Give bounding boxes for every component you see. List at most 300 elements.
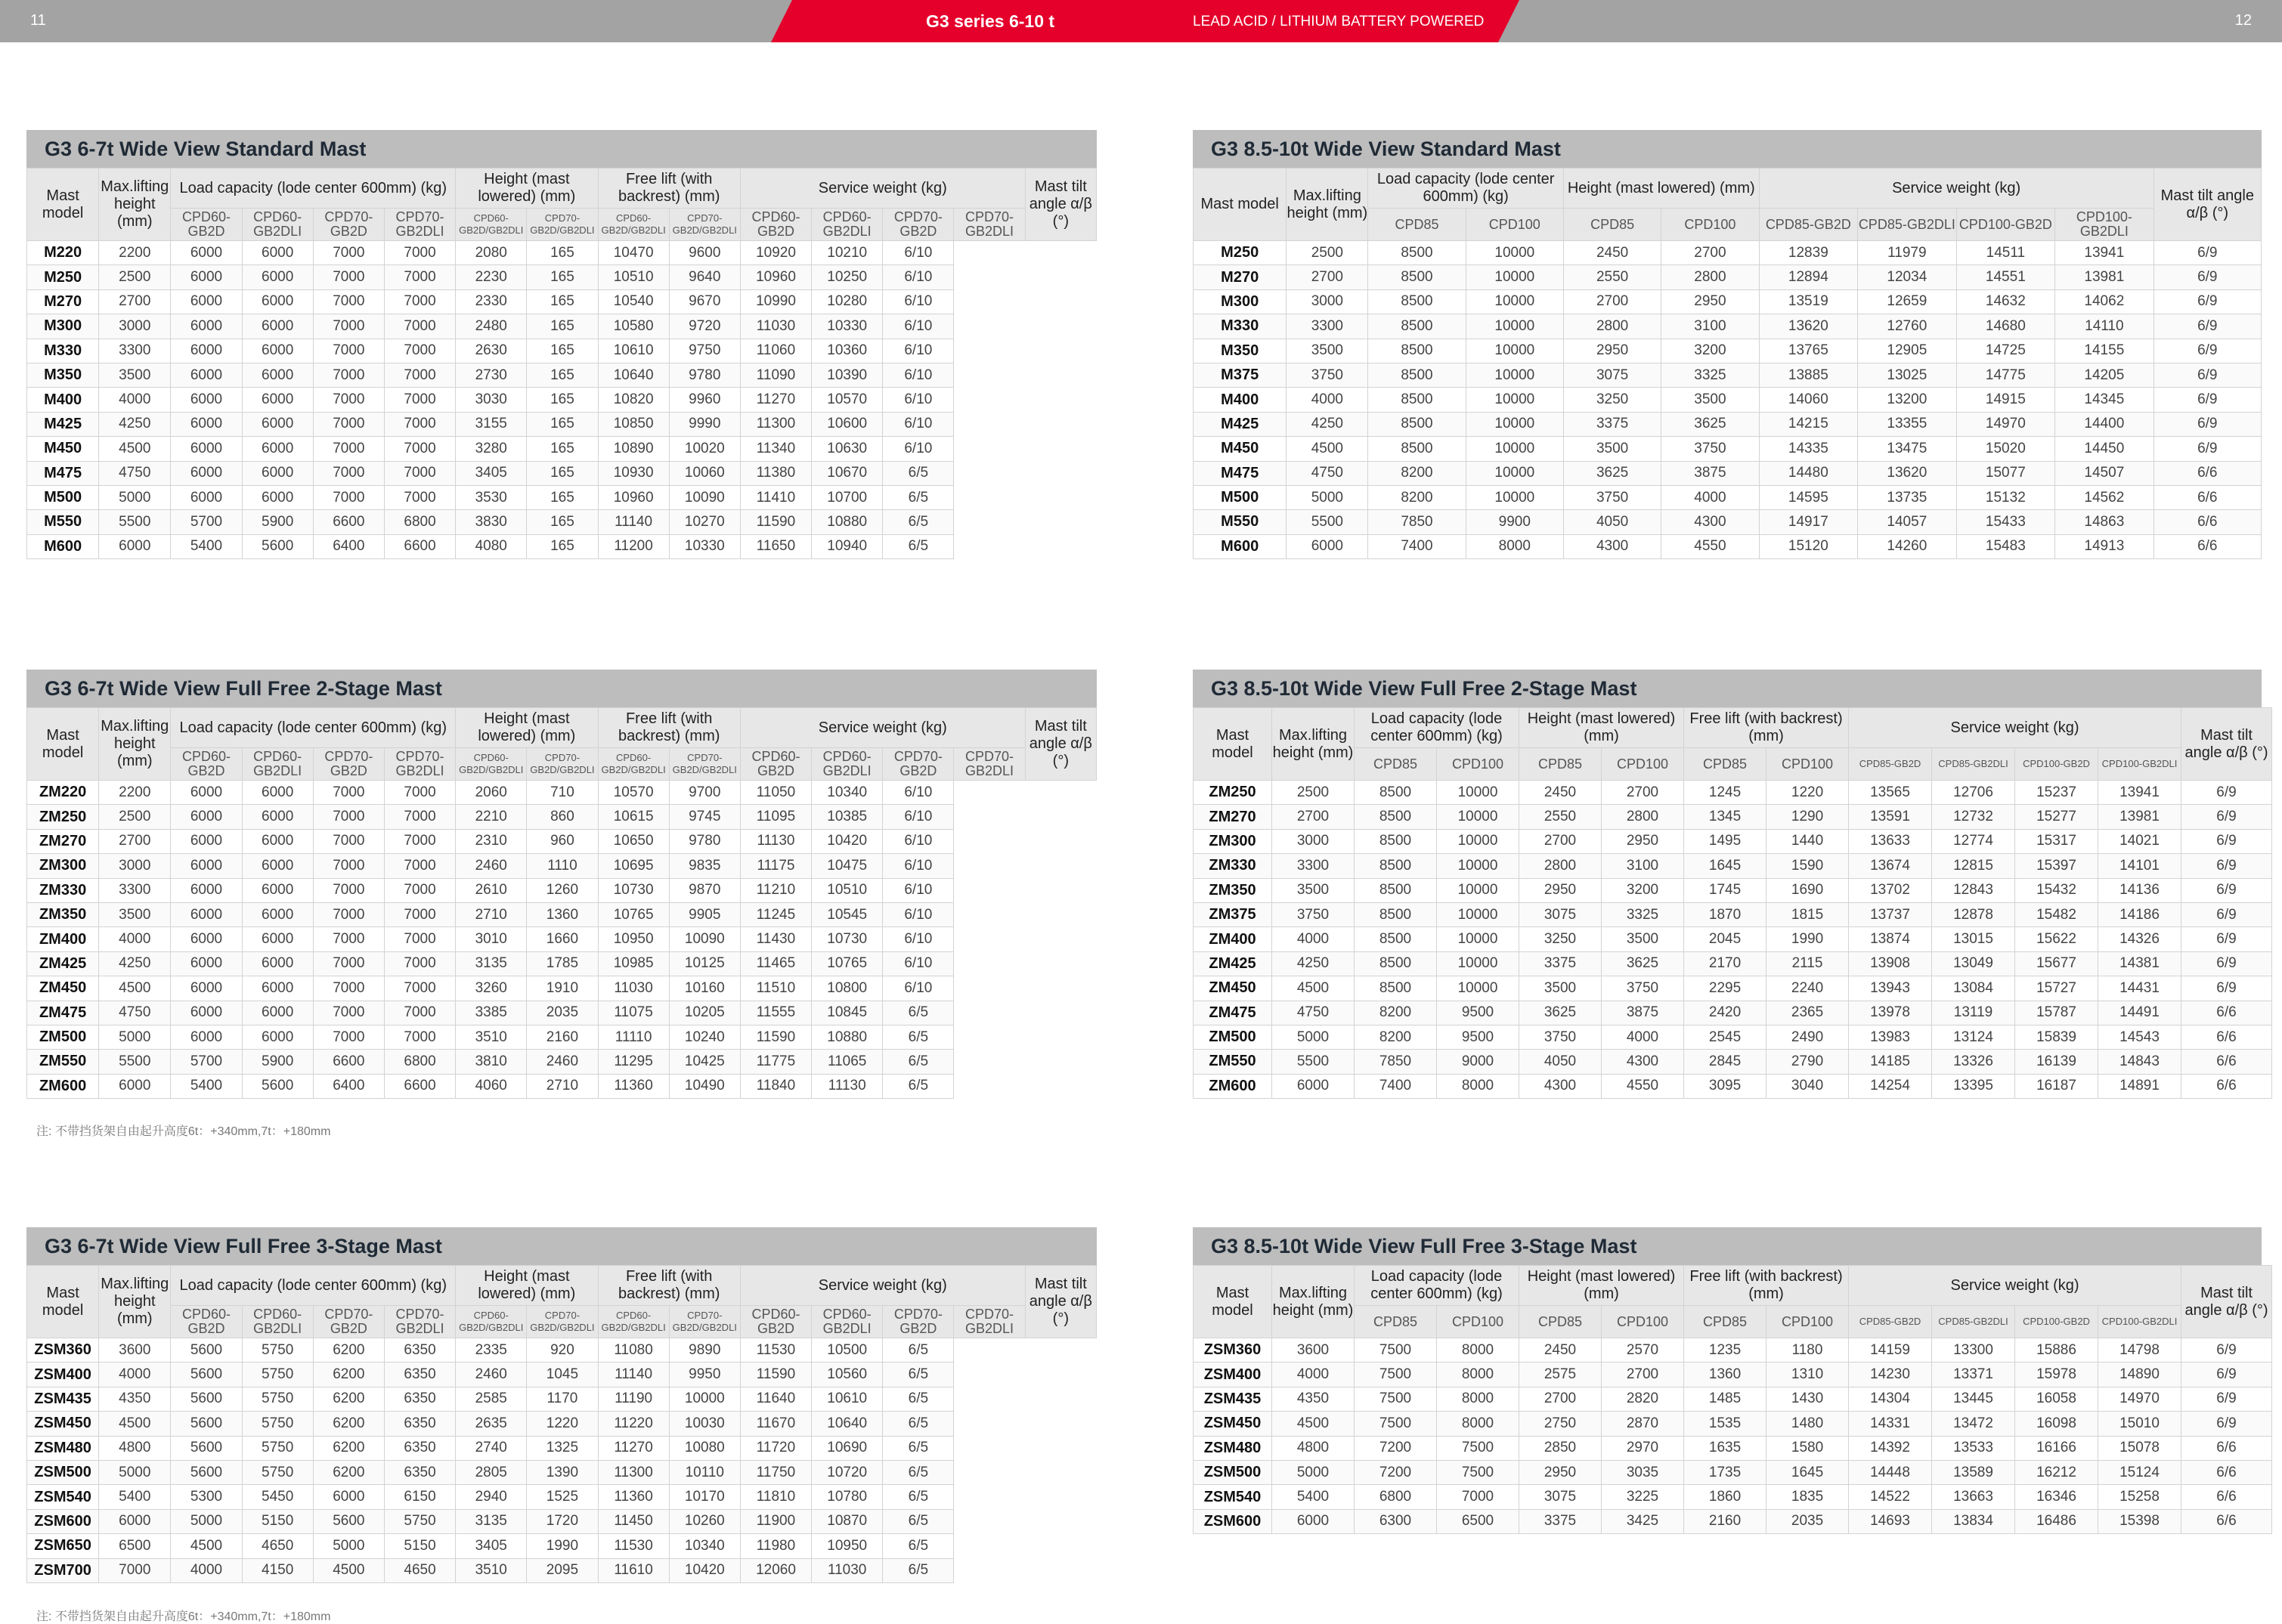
table-cell: 6/6 — [2154, 485, 2261, 509]
table-cell: 6/10 — [883, 363, 954, 387]
subheader-height: CPD60-GB2D/GB2DLI — [456, 748, 527, 781]
header-height-mast-lowered: Height (mast lowered) (mm) — [456, 708, 598, 748]
table-cell: 7000 — [384, 829, 455, 853]
table-cell: 7000 — [384, 314, 455, 339]
table-cell: 10510 — [598, 265, 669, 289]
table-cell: 16139 — [2015, 1050, 2098, 1074]
table-cell: 10990 — [740, 289, 811, 314]
table-cell: 11750 — [740, 1460, 811, 1484]
table-cell: 8500 — [1368, 437, 1466, 461]
table-cell: 6/6 — [2154, 534, 2261, 558]
table-row — [1194, 1412, 2272, 1436]
table-cell: 2490 — [1766, 1025, 1849, 1049]
table-cell: 10950 — [812, 1534, 883, 1558]
table-cell: 6800 — [384, 510, 455, 534]
table-cell: 1990 — [527, 1534, 598, 1558]
table-cell: 14915 — [1956, 388, 2055, 412]
table-row — [1194, 1485, 2272, 1509]
subheader-free-lift: CPD70-GB2D/GB2DLI — [669, 1306, 740, 1338]
table-cell: 14480 — [1759, 461, 1858, 485]
table-cell: 5600 — [171, 1412, 242, 1436]
mast-model-cell: M600 — [27, 534, 99, 558]
table-cell: 5000 — [1287, 485, 1368, 509]
table-cell: 11450 — [598, 1509, 669, 1533]
table-row — [27, 1485, 1097, 1509]
table-cell: 2545 — [1684, 1025, 1766, 1049]
table-cell: 14917 — [1759, 510, 1858, 534]
table-cell: 6000 — [242, 339, 313, 363]
table-cell: 3405 — [456, 461, 527, 485]
table-cell: 10390 — [812, 363, 883, 387]
mast-model-cell: ZM300 — [27, 854, 99, 878]
table-cell: 1345 — [1684, 805, 1766, 829]
table-cell: 6/6 — [2181, 1025, 2272, 1049]
table-cell: 6/9 — [2154, 241, 2261, 265]
table-cell: 4080 — [456, 534, 527, 558]
table-cell: 2230 — [456, 265, 527, 289]
subheader-weight: CPD100-GB2DLI — [2098, 1306, 2181, 1338]
table-cell: 14215 — [1759, 412, 1858, 436]
table-cell: 13025 — [1858, 363, 1957, 387]
table-cell: 10000 — [1437, 781, 1519, 805]
table-cell: 7000 — [313, 485, 384, 509]
table-cell: 13983 — [1849, 1025, 1932, 1049]
table-cell: 7000 — [313, 241, 384, 265]
table-cell: 6/9 — [2181, 927, 2272, 951]
table-cell: 3300 — [99, 339, 171, 363]
table-cell: 7000 — [313, 461, 384, 485]
table-cell: 12815 — [1932, 854, 2015, 878]
table-cell: 3155 — [456, 412, 527, 436]
table-cell: 2950 — [1563, 339, 1661, 363]
table-cell: 7000 — [313, 902, 384, 926]
table-cell: 12034 — [1858, 265, 1957, 289]
table-cell: 2550 — [1563, 265, 1661, 289]
table-cell: 8000 — [1466, 534, 1563, 558]
table-cell: 10160 — [669, 976, 740, 1001]
table-cell: 6000 — [171, 363, 242, 387]
table-cell: 11030 — [812, 1558, 883, 1582]
table-cell: 13084 — [1932, 976, 2015, 1001]
table-cell: 5500 — [99, 1050, 171, 1074]
table-cell: 7000 — [313, 412, 384, 436]
table-cell: 12706 — [1932, 781, 2015, 805]
table-title: G3 6-7t Wide View Standard Mast — [26, 130, 1097, 168]
subheader-load: CPD70-GB2DLI — [384, 1306, 455, 1338]
table-cell: 6/10 — [883, 265, 954, 289]
table-cell: 13591 — [1849, 805, 1932, 829]
table-cell: 10000 — [1466, 289, 1563, 314]
mast-model-cell: ZM425 — [1194, 951, 1272, 976]
table-cell: 4550 — [1661, 534, 1759, 558]
table-cell: 4000 — [1661, 485, 1759, 509]
header-max-lifting-height: Max.lifting height (mm) — [1272, 1266, 1355, 1338]
table-cell: 3625 — [1563, 461, 1661, 485]
subheader-load: CPD100 — [1466, 209, 1563, 241]
table-row — [27, 976, 1097, 1001]
table-cell: 6000 — [1272, 1074, 1355, 1098]
table-cell: 2635 — [456, 1412, 527, 1436]
table-cell: 11140 — [598, 1363, 669, 1387]
table-cell: 7000 — [313, 781, 384, 805]
table-cell: 6400 — [313, 1074, 384, 1098]
table-cell: 4500 — [1272, 1412, 1355, 1436]
header-load-capacity: Load capacity (lode center 600mm) (kg) — [171, 1266, 456, 1306]
table-cell: 2940 — [456, 1485, 527, 1509]
table-row — [1194, 485, 2262, 509]
table-row — [27, 951, 1097, 976]
table-cell: 5450 — [242, 1485, 313, 1509]
table-cell: 6/5 — [883, 1460, 954, 1484]
table-cell: 3750 — [1661, 437, 1759, 461]
table-row — [1194, 1509, 2272, 1533]
table-cell: 2080 — [456, 241, 527, 265]
table-cell: 9890 — [669, 1338, 740, 1363]
table-cell: 10000 — [1466, 265, 1563, 289]
table-cell: 7000 — [313, 388, 384, 412]
table-cell: 11130 — [740, 829, 811, 853]
table-cell: 6000 — [313, 1485, 384, 1509]
table-cell: 5750 — [242, 1363, 313, 1387]
table-cell: 6000 — [1287, 534, 1368, 558]
table-cell: 7000 — [384, 339, 455, 363]
table-cell: 3500 — [1519, 976, 1602, 1001]
table-cell: 11140 — [598, 510, 669, 534]
subheader-load: CPD100 — [1437, 1306, 1519, 1338]
table-cell: 12878 — [1932, 902, 2015, 926]
mast-model-cell: ZSM540 — [1194, 1485, 1272, 1509]
mast-model-cell: ZSM450 — [27, 1412, 99, 1436]
table-row — [1194, 314, 2262, 339]
table-cell: 10000 — [1466, 339, 1563, 363]
mast-model-cell: ZM550 — [1194, 1050, 1272, 1074]
header-mast-model: Mast model — [1194, 708, 1272, 781]
table-cell: 14798 — [2098, 1338, 2181, 1363]
table-cell: 2460 — [456, 1363, 527, 1387]
table-cell: 13355 — [1858, 412, 1957, 436]
table-cell: 8200 — [1355, 1001, 1437, 1025]
table-row — [1194, 805, 2272, 829]
table-cell: 13633 — [1849, 829, 1932, 853]
table-cell: 13015 — [1932, 927, 2015, 951]
subheader-weight: CPD60-GB2DLI — [812, 209, 883, 241]
table-cell: 13874 — [1849, 927, 1932, 951]
mast-model-cell: M450 — [27, 437, 99, 461]
table-cell: 15839 — [2015, 1025, 2098, 1049]
table-cell: 10340 — [669, 1534, 740, 1558]
subheader-load: CPD60-GB2D — [171, 1306, 242, 1338]
table-cell: 2710 — [456, 902, 527, 926]
table-cell: 3095 — [1684, 1074, 1766, 1098]
table-row — [27, 510, 1097, 534]
table-cell: 6000 — [242, 314, 313, 339]
header-height-mast-lowered: Height (mast lowered) (mm) — [456, 169, 598, 209]
table-cell: 4750 — [1272, 1001, 1355, 1025]
table-cell: 5000 — [171, 1509, 242, 1533]
table-row — [1194, 1074, 2272, 1098]
table-cell: 2035 — [527, 1001, 598, 1025]
table-cell: 5500 — [99, 510, 171, 534]
table-cell: 6/5 — [883, 1025, 954, 1049]
table-cell: 2420 — [1684, 1001, 1766, 1025]
table-cell: 7000 — [313, 1001, 384, 1025]
table-cell: 5600 — [171, 1363, 242, 1387]
table-cell: 6/9 — [2154, 339, 2261, 363]
mast-model-cell: ZM400 — [27, 927, 99, 951]
table-cell: 1645 — [1684, 854, 1766, 878]
table-cell: 6/5 — [883, 1001, 954, 1025]
table-cell: 11555 — [740, 1001, 811, 1025]
table-cell: 4250 — [1272, 951, 1355, 976]
table-cell: 7000 — [313, 289, 384, 314]
table-cell: 3530 — [456, 485, 527, 509]
table-cell: 11050 — [740, 781, 811, 805]
table-cell: 6800 — [1355, 1485, 1437, 1509]
table-cell: 10080 — [669, 1436, 740, 1460]
table-cell: 10570 — [598, 781, 669, 805]
mast-model-cell: M500 — [1194, 485, 1287, 509]
table-cell: 7000 — [313, 854, 384, 878]
table-cell: 6/6 — [2181, 1436, 2272, 1460]
table-row — [27, 1509, 1097, 1533]
table-cell: 7400 — [1368, 534, 1466, 558]
table-cell: 6000 — [171, 902, 242, 926]
table-cell: 10000 — [1466, 437, 1563, 461]
table-cell: 2095 — [527, 1558, 598, 1582]
subheader-load: CPD85 — [1355, 1306, 1437, 1338]
table-cell: 7000 — [384, 951, 455, 976]
table-row — [27, 1460, 1097, 1484]
table-cell: 2115 — [1766, 951, 1849, 976]
header-max-lifting-height: Max.lifting height (mm) — [1287, 169, 1368, 241]
table-cell: 6000 — [242, 805, 313, 829]
table-cell: 2610 — [456, 878, 527, 902]
table-cell: 6000 — [99, 1509, 171, 1533]
table-cell: 14632 — [1956, 289, 2055, 314]
table-cell: 6/10 — [883, 339, 954, 363]
table-cell: 6000 — [99, 534, 171, 558]
table-row — [27, 461, 1097, 485]
table-cell: 14254 — [1849, 1074, 1932, 1098]
table-cell: 8500 — [1355, 927, 1437, 951]
table-cell: 14230 — [1849, 1363, 1932, 1387]
table-cell: 9745 — [669, 805, 740, 829]
table-cell: 6000 — [171, 829, 242, 853]
table-cell: 7000 — [384, 1001, 455, 1025]
subheader-weight: CPD70-GB2D — [883, 1306, 954, 1338]
table-cell: 14185 — [1849, 1050, 1932, 1074]
table-cell: 13472 — [1932, 1412, 2015, 1436]
table-cell: 6300 — [1355, 1509, 1437, 1533]
table-block — [1193, 1227, 2268, 1534]
table-cell: 5600 — [242, 1074, 313, 1098]
table-row — [1194, 1387, 2272, 1411]
table-cell: 5600 — [242, 534, 313, 558]
table-cell: 1235 — [1684, 1338, 1766, 1363]
header-service-weight: Service weight (kg) — [1849, 1266, 2181, 1306]
table-cell: 15433 — [1956, 510, 2055, 534]
table-cell: 6/6 — [2181, 1460, 2272, 1484]
table-row — [1194, 265, 2262, 289]
table-cell: 3300 — [1287, 314, 1368, 339]
table-row — [1194, 461, 2262, 485]
table-cell: 3510 — [456, 1558, 527, 1582]
table-cell: 11510 — [740, 976, 811, 1001]
table-cell: 165 — [527, 314, 598, 339]
header-mast-tilt-angle: Mast tilt angle α/β (°) — [1025, 169, 1096, 241]
mast-model-cell: ZM220 — [27, 781, 99, 805]
table-cell: 4350 — [1272, 1387, 1355, 1411]
mast-model-cell: ZM450 — [27, 976, 99, 1001]
table-cell: 2570 — [1602, 1338, 1684, 1363]
table-cell: 11270 — [740, 388, 811, 412]
table-cell: 14543 — [2098, 1025, 2181, 1049]
table-cell: 10000 — [1466, 412, 1563, 436]
table-cell: 7400 — [1355, 1074, 1437, 1098]
table-cell: 6200 — [313, 1412, 384, 1436]
table-cell: 6/6 — [2154, 461, 2261, 485]
table-cell: 2740 — [456, 1436, 527, 1460]
table-row — [1194, 902, 2272, 926]
table-cell: 2450 — [1563, 241, 1661, 265]
table-cell: 4500 — [1287, 437, 1368, 461]
table-cell: 6/10 — [883, 854, 954, 878]
table-cell: 8200 — [1355, 1025, 1437, 1049]
footnote: 注: 不带挡货架自由起升高度6t：+340mm,7t：+180mm — [36, 1610, 331, 1623]
mast-model-cell: ZM550 — [27, 1050, 99, 1074]
table-cell: 1110 — [527, 854, 598, 878]
table-cell: 10090 — [669, 927, 740, 951]
table-cell: 7000 — [384, 854, 455, 878]
table-cell: 15258 — [2098, 1485, 2181, 1509]
table-cell: 8500 — [1355, 805, 1437, 829]
table-cell: 13674 — [1849, 854, 1932, 878]
mast-model-cell: M270 — [1194, 265, 1287, 289]
table-cell: 3200 — [1661, 339, 1759, 363]
table-cell: 4050 — [1563, 510, 1661, 534]
table-cell: 11175 — [740, 854, 811, 878]
table-cell: 3030 — [456, 388, 527, 412]
table-cell: 2500 — [1287, 241, 1368, 265]
table-cell: 7000 — [313, 265, 384, 289]
table-cell: 1260 — [527, 878, 598, 902]
table-cell: 6/5 — [883, 534, 954, 558]
table-cell: 4650 — [242, 1534, 313, 1558]
table-cell: 4300 — [1661, 510, 1759, 534]
table-cell: 2700 — [1287, 265, 1368, 289]
table-cell: 6/9 — [2154, 437, 2261, 461]
table-cell: 10000 — [1466, 314, 1563, 339]
table-cell: 14060 — [1759, 388, 1858, 412]
table-cell: 6/10 — [883, 781, 954, 805]
table-cell: 2700 — [99, 289, 171, 314]
mast-model-cell: ZM300 — [1194, 829, 1272, 853]
table-cell: 10950 — [598, 927, 669, 951]
table-cell: 6000 — [171, 927, 242, 951]
table-cell: 6000 — [242, 902, 313, 926]
table-cell: 9780 — [669, 363, 740, 387]
table-cell: 3750 — [1272, 902, 1355, 926]
table-cell: 3750 — [1287, 363, 1368, 387]
table-block — [26, 130, 1097, 559]
table-cell: 16346 — [2015, 1485, 2098, 1509]
table-cell: 5700 — [171, 1050, 242, 1074]
series-title: G3 series 6-10 t — [926, 11, 1055, 31]
subheader-load: CPD70-GB2D — [313, 209, 384, 241]
table-cell: 7000 — [384, 1025, 455, 1049]
subheader-weight: CPD70-GB2DLI — [954, 748, 1025, 781]
table-row — [1194, 388, 2262, 412]
mast-model-cell: ZM600 — [27, 1074, 99, 1098]
table-cell: 13475 — [1858, 437, 1957, 461]
table-cell: 13941 — [2098, 781, 2181, 805]
table-row — [27, 363, 1097, 387]
mast-model-cell: M500 — [27, 485, 99, 509]
table-cell: 2970 — [1602, 1436, 1684, 1460]
table-cell: 10700 — [812, 485, 883, 509]
mast-model-cell: ZSM500 — [27, 1460, 99, 1484]
table-cell: 11360 — [598, 1074, 669, 1098]
table-cell: 2170 — [1684, 951, 1766, 976]
table-cell: 6000 — [171, 241, 242, 265]
table-cell: 860 — [527, 805, 598, 829]
table-cell: 165 — [527, 265, 598, 289]
table-cell: 8000 — [1437, 1412, 1519, 1436]
subheader-weight: CPD60-GB2D — [740, 748, 811, 781]
table-cell: 5700 — [171, 510, 242, 534]
power-type: LEAD ACID / LITHIUM BATTERY POWERED — [1193, 14, 1485, 29]
table-cell: 3750 — [1563, 485, 1661, 509]
table-title: G3 8.5-10t Wide View Full Free 2-Stage Mast — [1193, 670, 2262, 707]
table-cell: 16166 — [2015, 1436, 2098, 1460]
table-cell: 10610 — [812, 1387, 883, 1411]
table-cell: 3075 — [1563, 363, 1661, 387]
table-row — [27, 1025, 1097, 1049]
mast-model-cell: ZSM360 — [27, 1338, 99, 1363]
table-cell: 6/5 — [883, 1074, 954, 1098]
subheader-height: CPD100 — [1602, 1306, 1684, 1338]
table-cell: 4500 — [313, 1558, 384, 1582]
table-cell: 13978 — [1849, 1001, 1932, 1025]
table-cell: 6000 — [242, 854, 313, 878]
table-cell: 7000 — [313, 363, 384, 387]
table-cell: 8500 — [1355, 902, 1437, 926]
table-cell: 6000 — [171, 437, 242, 461]
table-cell: 2800 — [1661, 265, 1759, 289]
table-cell: 4000 — [171, 1558, 242, 1582]
header-mast-model: Mast model — [1194, 169, 1287, 241]
table-cell: 6/6 — [2181, 1001, 2272, 1025]
table-cell: 6/9 — [2181, 829, 2272, 853]
table-cell: 11030 — [740, 314, 811, 339]
table-cell: 4550 — [1602, 1074, 1684, 1098]
table-cell: 3325 — [1661, 363, 1759, 387]
header-load-capacity: Load capacity (lode center 600mm) (kg) — [1355, 708, 1519, 748]
table-cell: 11430 — [740, 927, 811, 951]
table-cell: 9720 — [669, 314, 740, 339]
subheader-weight: CPD70-GB2DLI — [954, 209, 1025, 241]
table-cell: 3385 — [456, 1001, 527, 1025]
table-cell: 6/9 — [2154, 412, 2261, 436]
mast-model-cell: ZM475 — [1194, 1001, 1272, 1025]
mast-model-cell: M330 — [1194, 314, 1287, 339]
table-cell: 2500 — [99, 805, 171, 829]
table-cell: 1835 — [1766, 1485, 1849, 1509]
table-cell: 6000 — [171, 314, 242, 339]
table-cell: 10000 — [1437, 829, 1519, 853]
table-cell: 3500 — [1661, 388, 1759, 412]
table-cell: 3405 — [456, 1534, 527, 1558]
